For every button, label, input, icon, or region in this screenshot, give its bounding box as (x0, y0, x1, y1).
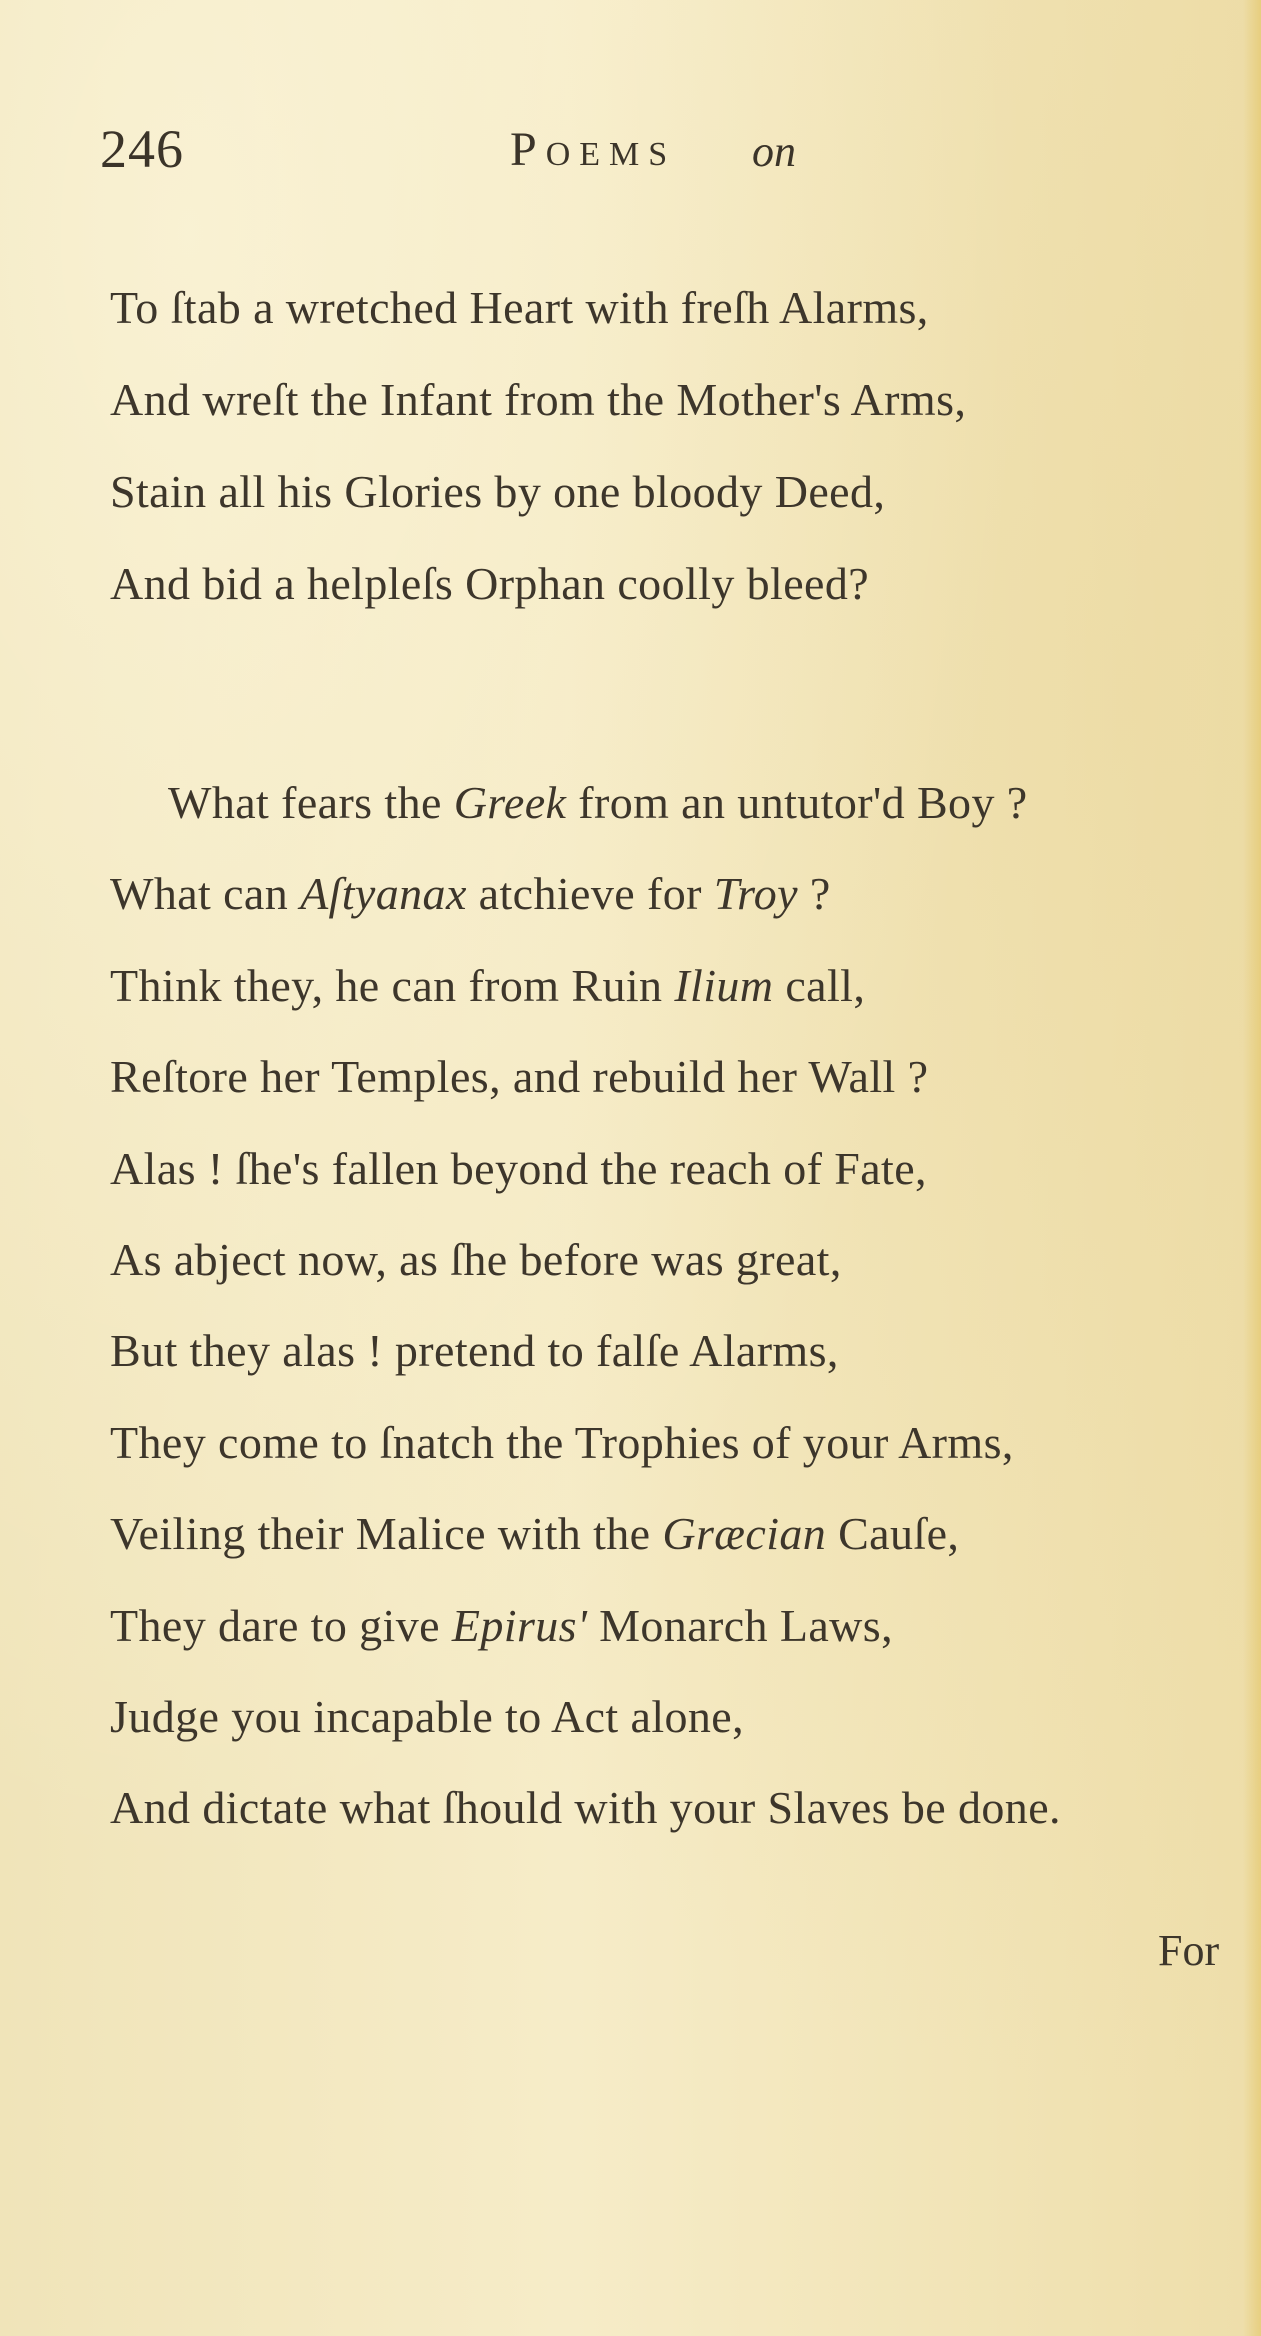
line-text: What can (110, 868, 301, 920)
verse-line: As abject now, as ſhe before was great, (110, 1233, 842, 1285)
stanza-1 (110, 262, 1230, 630)
page-number: 246 (100, 119, 184, 179)
line-italic-text: Ilium (674, 959, 774, 1011)
verse-line: Stain all his Glories by one bloody Deed, (110, 466, 886, 517)
verse-line: And bid a helpleſs Orphan coolly bleed? (110, 558, 870, 609)
verse-line: To ſtab a wretched Heart with freſh Alarms, (110, 282, 929, 333)
running-title: Poems (510, 123, 677, 176)
line-text: atchieve for (466, 868, 714, 920)
verse-line (110, 1580, 1230, 1671)
line-text: Monarch Laws, (587, 1599, 893, 1651)
verse-line: And wreſt the Infant from the Mother's Arms, (110, 374, 967, 425)
verse-line (110, 848, 1230, 939)
verse-line: They come to ſnatch the Trophies of your Arms, (110, 1416, 1014, 1468)
verse-line: But they alas ! pretend to falſe Alarms, (110, 1325, 839, 1377)
line-italic-text: Troy (713, 868, 798, 920)
line-text: What fears the (168, 777, 454, 828)
line-text: Veiling their Malice with the (110, 1508, 663, 1560)
verse-line: Reſtore her Temples, and rebuild her Wall ? (110, 1051, 929, 1103)
line-text: call, (773, 959, 866, 1011)
page-edge-shading (1243, 0, 1261, 2336)
running-head (100, 118, 1100, 188)
line-italic-text: Aſtyanax (300, 868, 467, 920)
stanza-2 (110, 757, 1230, 1854)
verse-line: Judge you incapable to Act alone, (110, 1690, 745, 1742)
running-title-suffix: on (752, 127, 796, 176)
catchword: For (1158, 1926, 1220, 1975)
line-italic-text: Græcian (662, 1508, 827, 1560)
line-text: from an untutor'd Boy ? (566, 777, 1028, 828)
line-text: ? (798, 868, 831, 920)
verse-line (110, 940, 1230, 1031)
verse-line (110, 757, 1230, 848)
verse-line (110, 1488, 1230, 1579)
line-text: They dare to give (110, 1599, 452, 1651)
line-italic-text: Greek (453, 777, 567, 828)
verse-line: And dictate what ſhould with your Slaves be done. (110, 1782, 1061, 1834)
line-italic-text: Epirus' (451, 1599, 588, 1651)
verse-line: Alas ! ſhe's fallen beyond the reach of Fate, (110, 1142, 927, 1194)
line-text: Cauſe, (826, 1508, 960, 1560)
line-text: Think they, he can from Ruin (110, 959, 675, 1011)
